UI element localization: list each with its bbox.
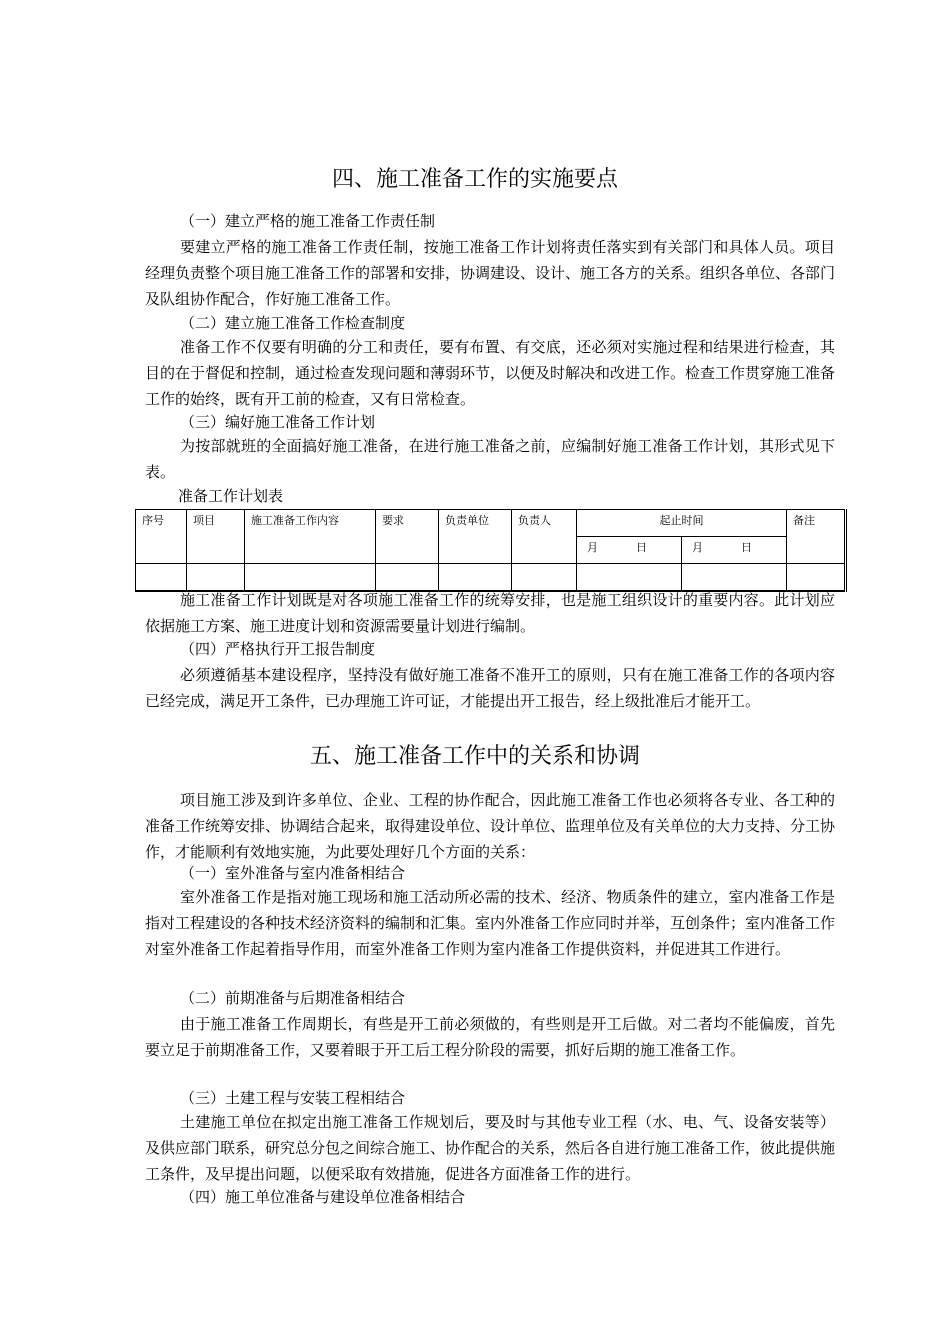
start-date-cell [577,537,682,564]
month-label: 月 [587,541,598,554]
section-5-item-1-body: 室外准备工作是指对施工现场和施工活动所必需的技术、经济、物质条件的建立，室内准备工作是指对工程建设的各种技术经济资料的编制和汇集。室内外准备工作应同时并举，互创条件；室内准备工作对室外准备工作起着指导作用，而室外准备工作则为室内准备工作提供资料，并促进其工作进行。 [145,888,836,958]
table-header-cell: 项目 [187,510,245,564]
table-header-cell: 备注 [787,510,846,564]
preparation-plan-table [135,509,847,592]
section-5-intro: 项目施工涉及到许多单位、企业、工程的协作配合，因此施工准备工作也必须将各专业、各工种的准备工作统筹安排、协调结合起来，取得建设单位、设计单位、监理单位及有关单位的大力支持、分工协作，才能顺利有效地实施，为此要处理好几个方面的关系： [145,791,836,861]
month-label: 月 [692,541,703,554]
table-header-cell: 施工准备工作内容 [245,510,376,564]
section-4-item-3-body: 为按部就班的全面搞好施工准备，在进行施工准备之前，应编制好施工准备工作计划，其形式见下表。 [145,437,835,481]
section-4-title: 四、施工准备工作的实施要点 [331,167,618,192]
section-4-item-2-heading: （二）建立施工准备工作检查制度 [180,314,406,332]
table-header-cell: 起止时间 [577,510,787,537]
day-label: 日 [636,541,647,554]
section-5-item-2-body: 由于施工准备工作周期长，有些是开工前必须做的，有些则是开工后做。对二者均不能偏废，首先要立足于前期准备工作，又要着眼于开工后工程分阶段的需要，抓好后期的施工准备工作。 [145,1015,835,1059]
section-4-item-3-heading: （三）编好施工准备工作计划 [180,413,376,431]
section-5-item-3-body: 土建施工单位在拟定出施工准备工作规划后，要及时与其他专业工程（水、电、气、设备安装等）及供应部门联系，研究总分包之间综合施工、协作配合的关系，然后各自进行施工准备工作，彼此提供施工条件，及早提出问题，以便采取有效措施，促进各方面准备工作的进行。 [145,1113,836,1183]
table-header-cell: 负责单位 [439,510,512,564]
section-4-item-1-body: 要建立严格的施工准备工作责任制，按施工准备工作计划将责任落实到有关部门和具体人员。项目经理负责整个项目施工准备工作的部署和安排，协调建设、设计、施工各方的关系。组织各单位、各部门及队组协作配合，作好施工准备工作。 [145,238,836,308]
section-5-item-3-heading: （三）土建工程与安装工程相结合 [180,1089,406,1107]
section-4-item-4-body: 必须遵循基本建设程序，坚持没有做好施工准备不准开工的原则，只有在施工准备工作的各项内容已经完成，满足开工条件，已办理施工许可证，才能提出开工报告，经上级批准后才能开工。 [145,666,835,710]
section-4-item-4-heading: （四）严格执行开工报告制度 [180,640,376,658]
section-4-item-2-body: 准备工作不仅要有明确的分工和责任，要有布置、有交底，还必须对实施过程和结果进行检查，其目的在于督促和控制，通过检查发现问题和薄弱环节，以便及时解决和改进工作。检查工作贯穿施工准备工作的始终，既有开工前的检查，又有日常检查。 [145,338,836,408]
after-table-paragraph: 施工准备工作计划既是对各项施工准备工作的统筹安排，也是施工组织设计的重要内容。此计划应依据施工方案、施工进度计划和资源需要量计划进行编制。 [145,591,835,635]
table-header-cell: 序号 [136,510,187,564]
section-5-item-1-heading: （一）室外准备与室内准备相结合 [180,864,406,882]
day-label: 日 [741,541,752,554]
end-date-cell [682,537,787,564]
section-4-item-1-heading: （一）建立严格的施工准备工作责任制 [180,212,436,230]
table-header-cell: 负责人 [512,510,577,564]
section-5-item-4-heading: （四）施工单位准备与建设单位准备相结合 [180,1188,466,1206]
table-caption: 准备工作计划表 [178,487,284,505]
section-5-title: 五、施工准备工作中的关系和协调 [309,744,640,769]
section-5-item-2-heading: （二）前期准备与后期准备相结合 [180,989,406,1007]
table-header-cell: 要求 [376,510,439,564]
